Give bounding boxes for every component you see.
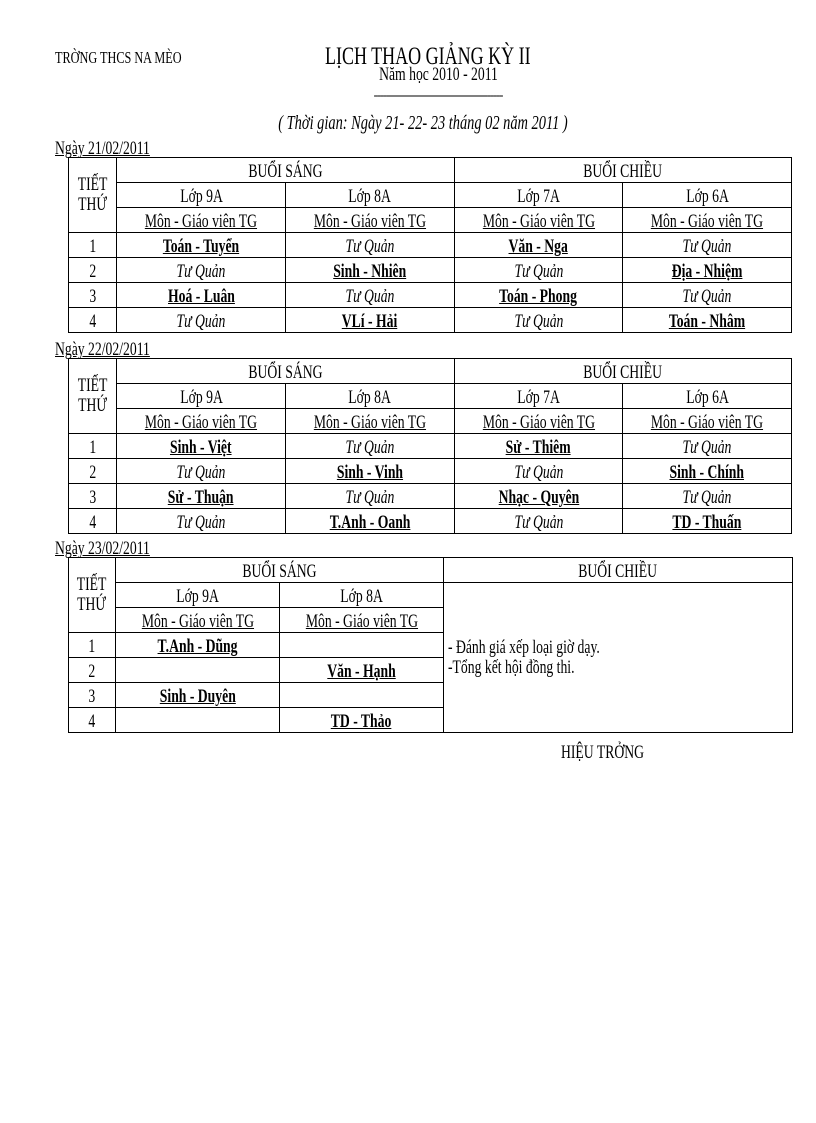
period-number: 4	[69, 708, 116, 733]
self-study-cell: Tư Quản	[623, 283, 792, 308]
class-header: Lớp 8A	[285, 183, 454, 208]
time-note: ( Thời gian: Ngày 21- 22- 23 tháng 02 năm 2011 )	[278, 112, 568, 134]
period-number: 1	[69, 633, 116, 658]
day-1-schedule-table	[68, 157, 792, 333]
lesson-cell: Sử - Thuận	[117, 484, 286, 509]
lesson-cell: Địa - Nhiệm	[623, 258, 792, 283]
period-number: 3	[69, 283, 117, 308]
period-number: 2	[69, 258, 117, 283]
class-header: Lớp 9A	[117, 183, 286, 208]
self-study-cell: Tư Quản	[285, 484, 454, 509]
table-row	[69, 434, 792, 459]
class-header: Lớp 6A	[623, 183, 792, 208]
morning-header: BUỔI SÁNG	[116, 558, 444, 583]
tiet-thu-header: TIẾT THỨ	[69, 558, 116, 633]
subject-teacher-header: Môn - Giáo viên TG	[454, 208, 623, 233]
class-header: Lớp 6A	[623, 384, 792, 409]
self-study-cell: Tư Quản	[454, 258, 623, 283]
subject-teacher-header: Môn - Giáo viên TG	[117, 409, 286, 434]
class-header: Lớp 7A	[454, 384, 623, 409]
day-3-schedule-table	[68, 557, 793, 733]
self-study-cell: Tư Quản	[623, 233, 792, 258]
lesson-cell: Toán - Tuyển	[117, 233, 286, 258]
self-study-cell: Tư Quản	[285, 233, 454, 258]
page-title: LỊCH THAO GIẢNG KỲ II	[325, 43, 531, 70]
title-separator: -------------------------------------------	[373, 88, 503, 102]
lesson-cell: Toán - Nhâm	[623, 308, 792, 333]
lesson-cell: Sinh - Việt	[117, 434, 286, 459]
self-study-cell: Tư Quản	[117, 308, 286, 333]
lesson-cell: Sinh - Vinh	[285, 459, 454, 484]
period-number: 3	[69, 484, 117, 509]
morning-header: BUỔI SÁNG	[117, 359, 454, 384]
day-2-date: Ngày 22/02/2011	[55, 339, 150, 360]
period-number: 3	[69, 683, 116, 708]
table-row	[69, 233, 792, 258]
lesson-cell: TD - Thảo	[280, 708, 444, 733]
afternoon-header: BUỔI CHIỀU	[444, 558, 793, 583]
lesson-cell: Toán - Phong	[454, 283, 623, 308]
subject-teacher-header: Môn - Giáo viên TG	[285, 409, 454, 434]
lesson-cell: T.Anh - Dũng	[116, 633, 280, 658]
period-number: 1	[69, 233, 117, 258]
self-study-cell: Tư Quản	[454, 509, 623, 534]
subject-teacher-header: Môn - Giáo viên TG	[623, 409, 792, 434]
class-header: Lớp 8A	[280, 583, 444, 608]
lesson-cell	[280, 633, 444, 658]
self-study-cell: Tư Quản	[117, 258, 286, 283]
table-row	[69, 283, 792, 308]
lesson-cell: Sử - Thiêm	[454, 434, 623, 459]
self-study-cell: Tư Quản	[285, 434, 454, 459]
period-number: 1	[69, 434, 117, 459]
class-header: Lớp 9A	[116, 583, 280, 608]
class-header: Lớp 9A	[117, 384, 286, 409]
lesson-cell: Sinh - Nhiên	[285, 258, 454, 283]
day-1-date: Ngày 21/02/2011	[55, 138, 150, 159]
self-study-cell: Tư Quản	[623, 484, 792, 509]
self-study-cell: Tư Quản	[623, 434, 792, 459]
day-3-date: Ngày 23/02/2011	[55, 538, 150, 559]
class-header: Lớp 7A	[454, 183, 623, 208]
table-row	[69, 258, 792, 283]
note-line: - Đánh giá xếp loại giờ dạy.	[448, 636, 600, 658]
table-row	[69, 459, 792, 484]
note-line: -Tổng kết hội đồng thi.	[448, 656, 575, 678]
lesson-cell: Văn - Hạnh	[280, 658, 444, 683]
lesson-cell: T.Anh - Oanh	[285, 509, 454, 534]
table-row	[69, 308, 792, 333]
class-header: Lớp 8A	[285, 384, 454, 409]
self-study-cell: Tư Quản	[285, 283, 454, 308]
subject-teacher-header: Môn - Giáo viên TG	[285, 208, 454, 233]
period-number: 2	[69, 459, 117, 484]
lesson-cell	[280, 683, 444, 708]
day-2-schedule-table	[68, 358, 792, 534]
lesson-cell: Văn - Nga	[454, 233, 623, 258]
table-row	[69, 484, 792, 509]
lesson-cell: Sinh - Chính	[623, 459, 792, 484]
subject-teacher-header: Môn - Giáo viên TG	[280, 608, 444, 633]
period-number: 2	[69, 658, 116, 683]
self-study-cell: Tư Quản	[454, 459, 623, 484]
lesson-cell: VLí - Hải	[285, 308, 454, 333]
subject-teacher-header: Môn - Giáo viên TG	[116, 608, 280, 633]
table-row	[69, 509, 792, 534]
lesson-cell	[116, 708, 280, 733]
self-study-cell: Tư Quản	[117, 459, 286, 484]
period-number: 4	[69, 509, 117, 534]
school-name: TRỜNG THCS NA MÈO	[55, 48, 182, 67]
morning-header: BUỔI SÁNG	[117, 158, 454, 183]
period-number: 4	[69, 308, 117, 333]
afternoon-header: BUỔI CHIỀU	[454, 359, 791, 384]
tiet-thu-header: TIẾT THỨ	[69, 359, 117, 434]
subject-teacher-header: Môn - Giáo viên TG	[454, 409, 623, 434]
subject-teacher-header: Môn - Giáo viên TG	[117, 208, 286, 233]
lesson-cell: Hoá - Luân	[117, 283, 286, 308]
lesson-cell: Sinh - Duyên	[116, 683, 280, 708]
school-year: Năm học 2010 - 2011	[378, 64, 498, 85]
lesson-cell	[116, 658, 280, 683]
afternoon-notes	[444, 583, 793, 733]
self-study-cell: Tư Quản	[454, 308, 623, 333]
self-study-cell: Tư Quản	[117, 509, 286, 534]
subject-teacher-header: Môn - Giáo viên TG	[623, 208, 792, 233]
lesson-cell: TD - Thuấn	[623, 509, 792, 534]
afternoon-header: BUỔI CHIỀU	[454, 158, 791, 183]
principal-signature-label: HIỆU TRỞNG	[561, 742, 644, 763]
tiet-thu-header: TIẾT THỨ	[69, 158, 117, 233]
lesson-cell: Nhạc - Quyên	[454, 484, 623, 509]
